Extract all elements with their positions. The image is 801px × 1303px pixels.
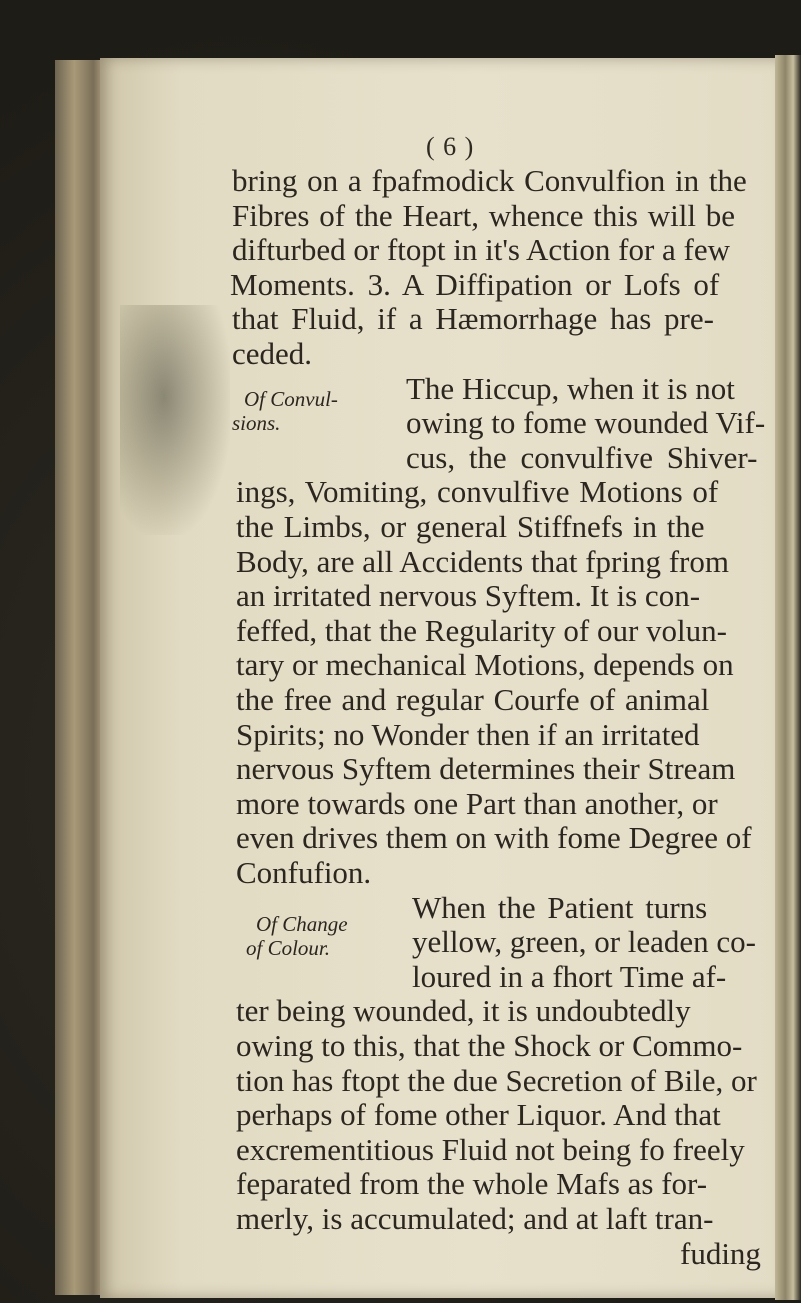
text-line: even drives them on with fome Degree of [236, 820, 752, 856]
text-line: feffed, that the Regularity of our volun- [236, 612, 727, 648]
text-line: loured in a fhort Time af- [412, 958, 727, 994]
text-line: ter being wounded, it is undoubtedly [236, 993, 691, 1029]
page-stain [120, 305, 230, 535]
text-line: owing to fome wounded Vif- [406, 405, 766, 441]
page-number: ( 6 ) [426, 132, 475, 161]
text-line: bring on a fpafmodick Convulfion in the [232, 163, 747, 198]
text-line: merly, is accumulated; and at laft tran- [236, 1201, 714, 1236]
text-line: ceded. [232, 336, 313, 371]
margin-note-line: Of Convul- [244, 386, 338, 411]
text-line: excrementitious Fluid not being fo freely [236, 1131, 745, 1167]
text-line: the free and regular Courfe of animal [236, 682, 710, 717]
text-line: the Limbs, or general Stiffnefs in the [236, 509, 705, 544]
text-line: yellow, green, or leaden co- [412, 924, 756, 960]
catchword: fuding [680, 1235, 761, 1271]
margin-note-line: of Colour. [246, 935, 331, 960]
text-line: Moments. 3. A Diffipation or Lofs of [230, 266, 720, 302]
page-edge [775, 55, 801, 1300]
text-line: tion has ftopt the due Secretion of Bile, or [236, 1062, 757, 1098]
text-line: that Fluid, if a Hæmorrhage has pre- [232, 301, 714, 337]
text-line: The Hiccup, when it is not [406, 370, 735, 406]
text-line: Body, are all Accidents that fpring from [236, 543, 729, 579]
text-line: ings, Vomiting, convulfive Motions of [236, 474, 719, 510]
text-line: tary or mechanical Motions, depends on [236, 647, 734, 683]
margin-note-line: sions. [232, 410, 281, 435]
text-line: difturbed or ftopt in it's Action for a few [232, 232, 731, 268]
text-line: Fibres of the Heart, whence this will be [232, 197, 735, 233]
text-line: nervous Syftem determines their Stream [236, 751, 736, 787]
text-line: Confufion. [236, 855, 372, 890]
margin-note-line: Of Change [256, 911, 348, 936]
text-line: owing to this, that the Shock or Commo- [236, 1028, 743, 1063]
text-line: When the Patient turns [412, 889, 708, 925]
text-line: an irritated nervous Syftem. It is con- [236, 578, 701, 614]
text-line: Spirits; no Wonder then if an irritated [236, 716, 700, 752]
text-line: feparated from the whole Mafs as for- [236, 1166, 708, 1202]
text-line: perhaps of fome other Liquor. And that [236, 1097, 721, 1133]
text-line: more towards one Part than another, or [236, 785, 718, 821]
text-line: cus, the convulfive Shiver- [406, 439, 758, 475]
